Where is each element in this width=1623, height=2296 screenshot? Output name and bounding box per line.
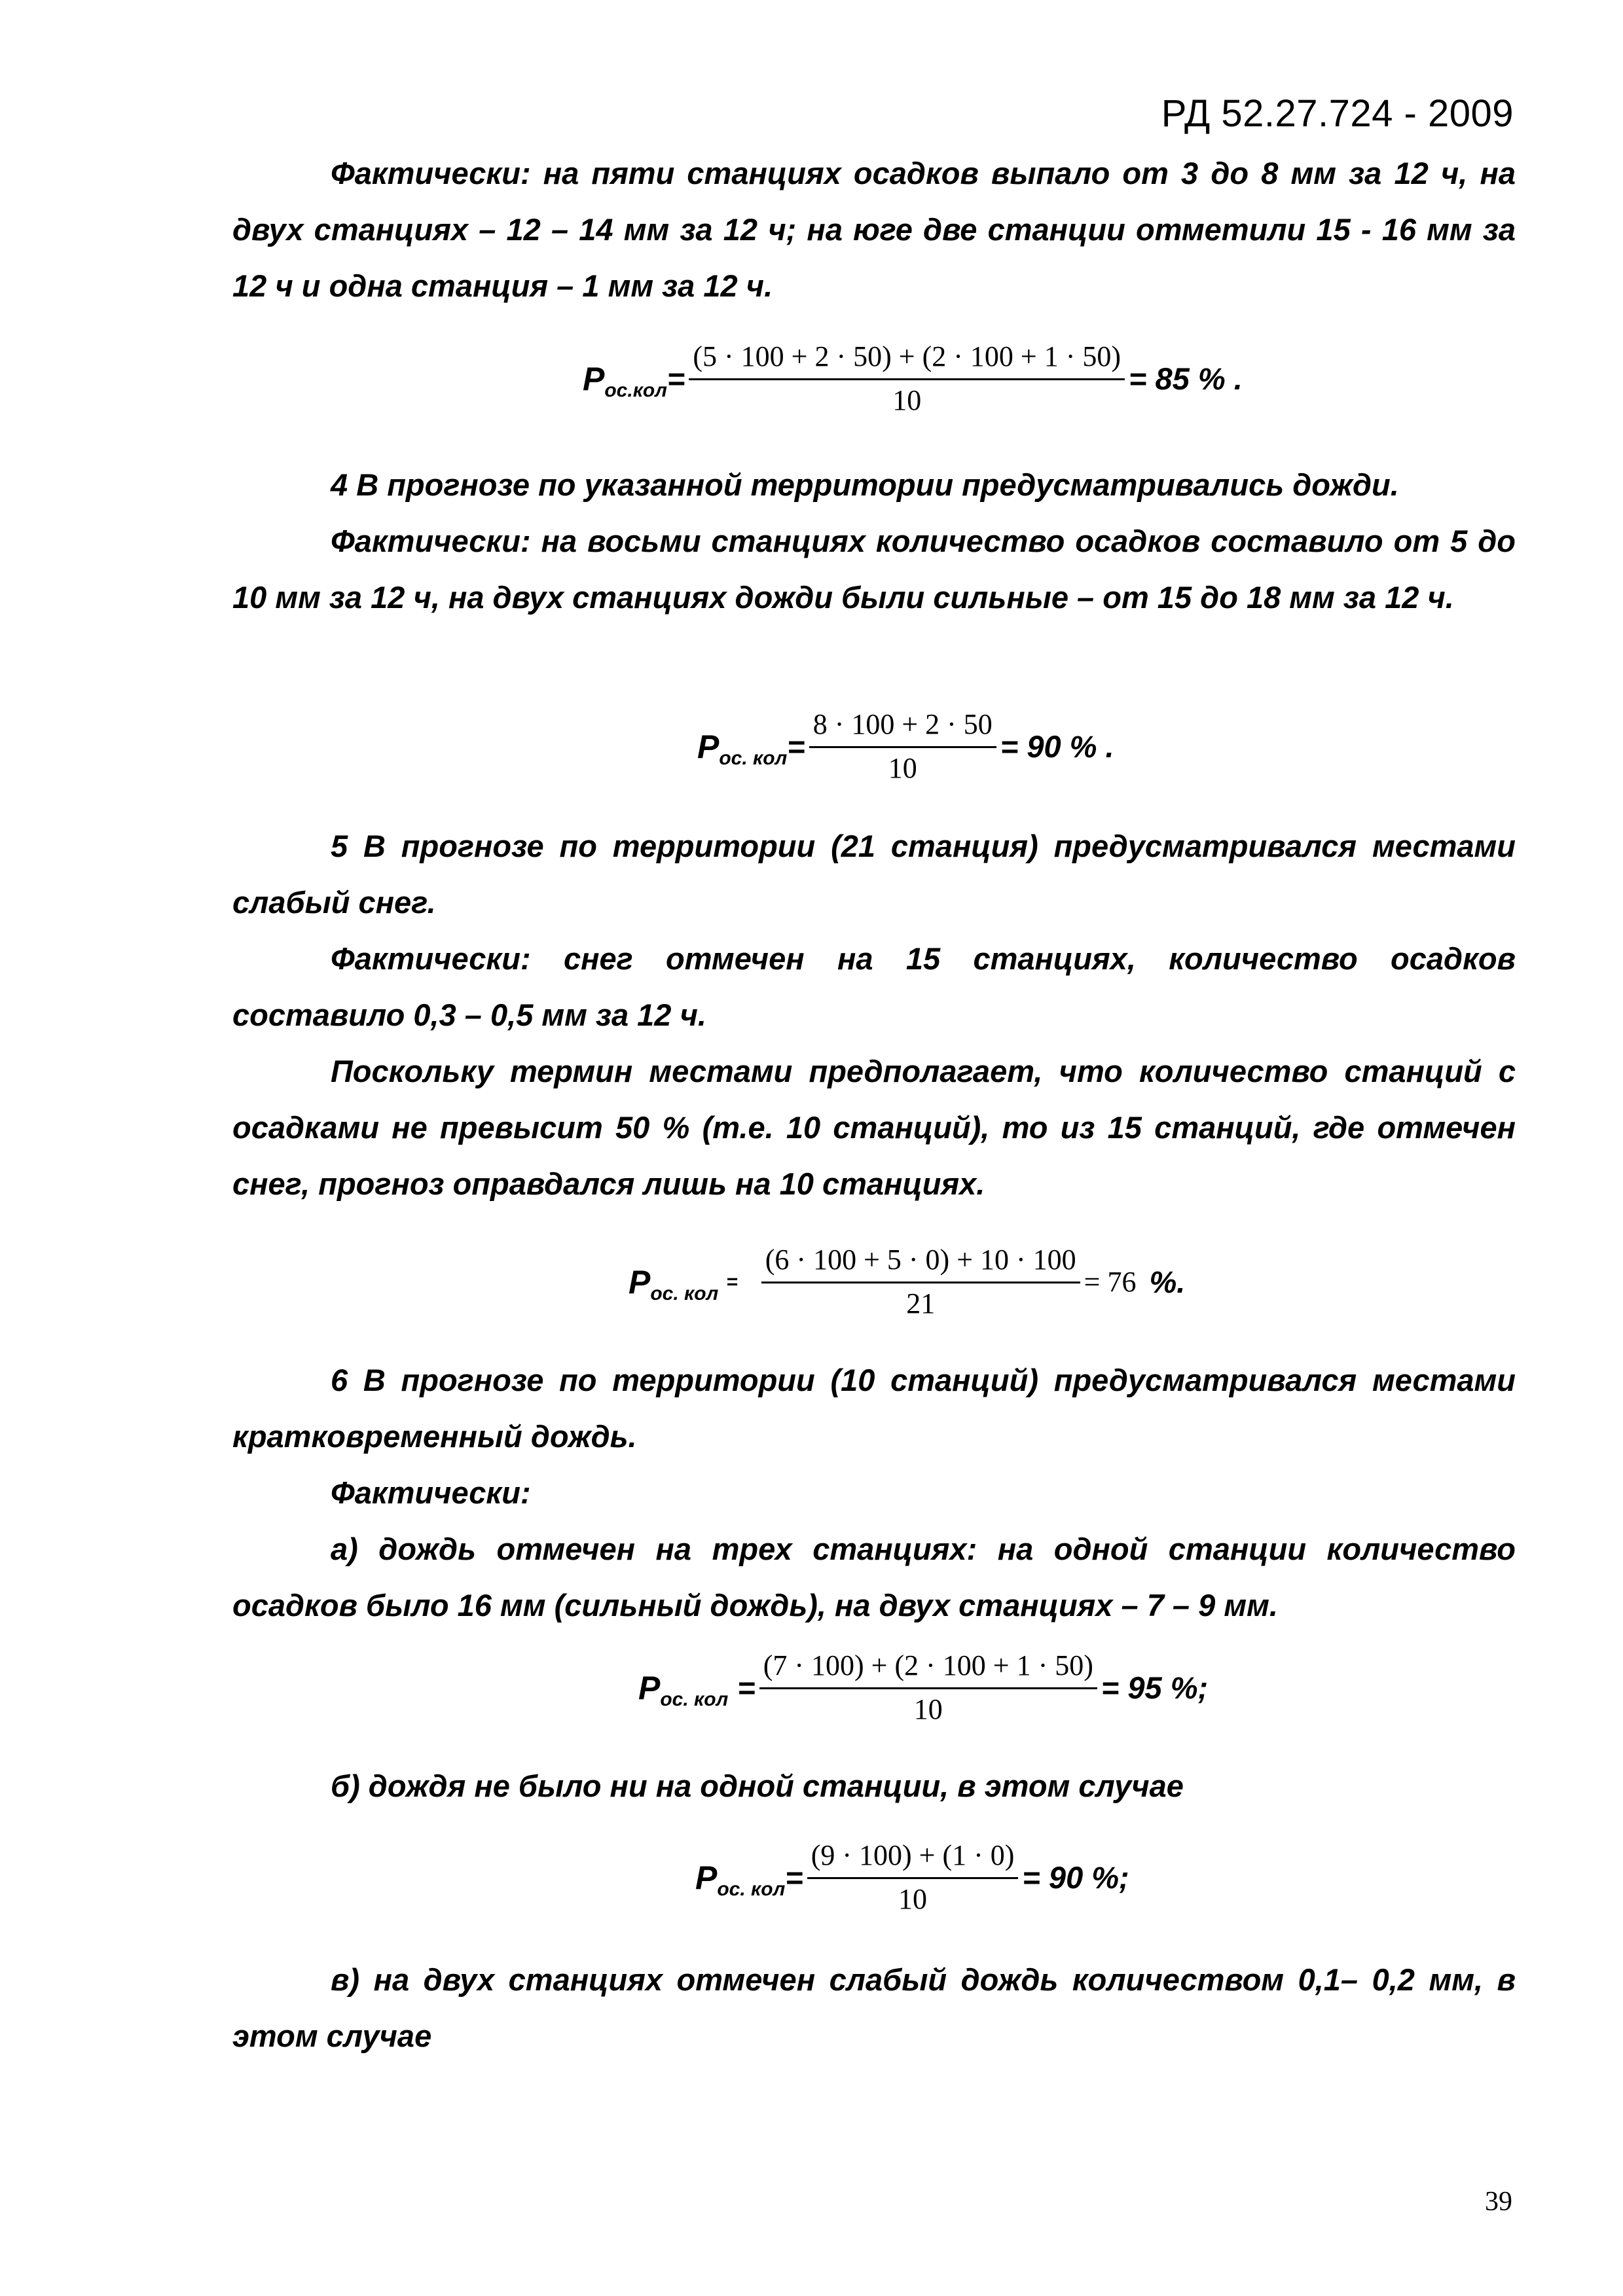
- paragraph-item-6: 6 В прогнозе по территории (10 станций) предусматривался местами кратковременный дождь.: [232, 1363, 1516, 1454]
- paragraph-case-c: в) на двух станциях отмечен слабый дождь количеством 0,1– 0,2 мм, в этом случае: [232, 1962, 1516, 2053]
- paragraph-case-a: а) дождь отмечен на трех станциях: на одной станции количество осадков было 16 мм (сильный дождь), на двух станциях – 7 – 9 мм.: [232, 1532, 1516, 1623]
- paragraph-case-b: б) дождя не было ни на одной станции, в этом случае: [331, 1768, 1184, 1803]
- fraction: [759, 1649, 1097, 1726]
- formula-2: [697, 708, 1114, 785]
- fraction-numerator: 8 · 100 + 2 · 50: [809, 708, 996, 748]
- fraction: [809, 708, 996, 785]
- paragraph-explanation: Поскольку термин местами предполагает, что количество станций с осадками не превысит 50 % (т.е. 10 станций), то из 15 станций, где отмечен снег, прогноз оправдался лишь на 10 станциях.: [232, 1054, 1516, 1201]
- fraction: [761, 1244, 1080, 1320]
- formula-result: = 95 %;: [1101, 1670, 1209, 1705]
- fraction-denominator: 21: [906, 1287, 936, 1319]
- fraction-denominator: 10: [888, 752, 917, 784]
- equals-sign: =: [785, 1860, 803, 1895]
- formula-result: = 90 % .: [1000, 729, 1114, 764]
- fraction: [807, 1839, 1019, 1916]
- fraction-numerator: (9 · 100) + (1 · 0): [807, 1839, 1019, 1879]
- formula-lhs: P $_{ос. кол}$: [638, 1669, 729, 1710]
- equals-sign: =: [787, 729, 805, 764]
- fraction-numerator: (6 · 100 + 5 · 0) + 10 · 100: [761, 1244, 1080, 1283]
- equals-sign: =: [737, 1670, 756, 1705]
- paragraph-actual-1: Фактически: на пяти станциях осадков выпало от 3 до 8 мм за 12 ч, на двух станциях – 12 – 14 мм за 12 ч; на юге две станции отметили 15 - 16 мм за 12 ч и одна станция – 1 мм за 12 ч.: [232, 156, 1516, 303]
- formula-4: [638, 1649, 1208, 1726]
- paragraph-actual-2: Фактически: на восьми станциях количество осадков составило от 5 до 10 мм за 12 ч, на двух станциях дожди были сильные – от 15 до 18 мм за 12 ч.: [232, 524, 1516, 615]
- formula-result: = 90 %;: [1022, 1860, 1129, 1895]
- formula-value: = 76: [1084, 1266, 1137, 1298]
- fraction-denominator: 10: [913, 1693, 943, 1725]
- formula-lhs: P $_{ос. кол}$: [697, 728, 788, 769]
- equals-sign: =: [666, 361, 685, 396]
- formula-lhs: P $_{ос. кол}$: [695, 1859, 786, 1900]
- paragraph-item-5: 5 В прогнозе по территории (21 станция) предусматривался местами слабый снег.: [232, 829, 1516, 920]
- fraction-numerator: (7 · 100) + (2 · 100 + 1 · 50): [759, 1649, 1097, 1689]
- paragraph-actual-label: Фактически:: [331, 1475, 531, 1510]
- formula-result: %.: [1149, 1265, 1186, 1299]
- page-number: 39: [1485, 2187, 1512, 2217]
- formula-5: [695, 1839, 1129, 1916]
- equals-sign: =: [726, 1270, 738, 1293]
- formula-3: [629, 1244, 1185, 1320]
- formula-lhs: P $_{ос. кол}$: [629, 1263, 719, 1304]
- paragraph-item-4: 4 В прогнозе по указанной территории предусматривались дожди.: [331, 467, 1399, 502]
- formula-result: = 85 % .: [1129, 361, 1243, 396]
- document-code-header: РД 52.27.724 - 2009: [1161, 92, 1514, 135]
- fraction-denominator: 10: [898, 1883, 928, 1915]
- fraction-numerator: (5 · 100 + 2 · 50) + (2 · 100 + 1 · 50): [689, 340, 1125, 380]
- fraction: [689, 340, 1125, 417]
- fraction-denominator: 10: [892, 384, 922, 416]
- formula-lhs: P $_{ос.кол}$: [583, 360, 667, 401]
- formula-1: [583, 340, 1243, 417]
- paragraph-actual-3: Фактически: снег отмечен на 15 станциях, количество осадков составило 0,3 – 0,5 мм за 12 ч.: [232, 941, 1516, 1032]
